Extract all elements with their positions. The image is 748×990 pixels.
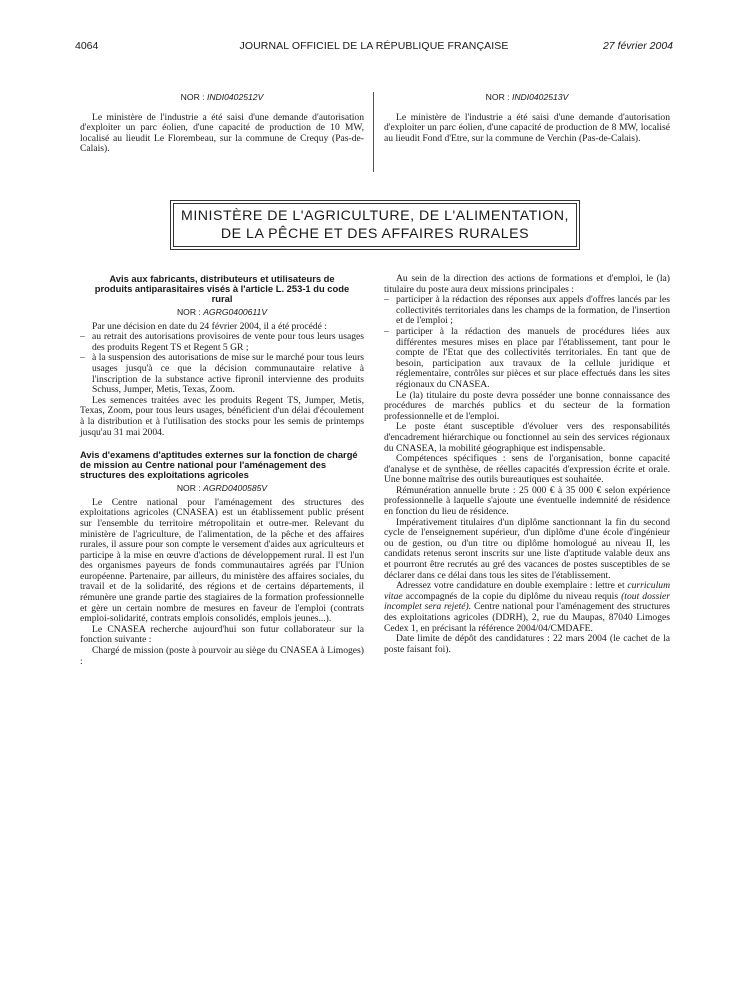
paragraph: Le (la) titulaire du poste devra posséder une bonne connaissance des procédures de marchés publics et du secteur de la formation professionnelle et de l'emploi. [384,389,670,422]
list-item: – participer à la rédaction des réponses aux appels d'offres lancés par les collectivités territoriales dans les champs de la formation, de l'insertion et de l'emploi ; [384,295,670,327]
nor-reference: NOR : AGRD0400585V [176,483,268,494]
paragraph: Le poste étant susceptible d'évoluer vers des responsabilités d'encadrement hiérarchique ou fonctionnel au sein des services régionaux du CNASEA, la mobilité géographique est indispensable. [384,421,670,454]
paragraph: Chargé de mission (poste à pourvoir au siège du CNASEA à Limoges) : [80,645,364,667]
list-item: – au retrait des autorisations provisoires de vente pour tous leurs usages des produits Regent TS et Regent 5 GR ; [80,332,364,353]
paragraph: Impérativement titulaires d'un diplôme sanctionnant la fin du second cycle de l'enseignement supérieur, d'un diplôme d'une école d'ingénieur ou de gestion, ou d'un titre ou diplôme homologué au niveau II, les candidats retenus seront inscrits sur une liste d'aptitude valable deux ans et pourront être recrutés au gré des vacances de postes susceptibles de se déclarer dans ce délai dans tous les sites de l'établissement. [384,516,670,581]
nor-reference: NOR : INDI0402512V [180,92,264,102]
avis-title: Avis d'examens d'aptitudes externes sur la fonction de chargé de mission au Centre national pour l'aménagement des structures des exploitations agricoles [80,449,358,481]
paragraph: Le CNASEA recherche aujourd'hui son futur collaborateur sur la fonction suivante : [80,623,364,646]
paragraph: Compétences spécifiques : sens de l'organisation, bonne capacité d'analyse et de synthèse, de réelles capacités d'expression écrite et orale. Une bonne maîtrise des outils bureautiques est souhaitée. [384,453,670,486]
column-divider [373,92,374,172]
issue-date: 27 février 2004 [602,40,673,52]
missions-list [384,295,670,390]
avis-title: Avis aux fabricants, distributeurs et utilisateurs de produits antiparasitaires visés à l'article L. 253-1 du code rural [94,273,350,304]
avis-list [80,332,364,396]
left-column [80,274,364,667]
list-item: – à la suspension des autorisations de mise sur le marché pour tous leurs usages jusqu'à ce que la décision communautaire relative à l'inscription de la substance active fipronil intervienne des produits Schuss, Jumper, Metis, Texas, Zoom. [80,353,364,395]
notice-left-top [80,92,364,155]
avis-closing: Les semences traitées avec les produits Regent TS, Jumper, Metis, Texas, Zoom, pour tous leurs usages, bénéficient d'un délai d'écoulement à la distribution et à l'utilisation des stocks pour les semis de printemps jusqu'au 31 mai 2004. [80,394,364,438]
paragraph: Date limite de dépôt des candidatures : 22 mars 2004 (le cachet de la poste faisant foi). [384,633,670,655]
ministry-heading-box [173,203,577,247]
list-item: – participer à la rédaction des manuels de procédures liées aux différentes mesures mises en place par l'établissement, tant pour le compte de l'Etat que des collectivités territoriales. En tant que de besoin, participation aux travaux de la cellule juridique et réglementaire, contrôles sur pièces et sur place effectués dans les sites régionaux du CNASEA. [384,327,670,391]
notice-text: Le ministère de l'industrie a été saisi d'une demande d'autorisation d'exploiter un parc éolien, d'une capacité de production de 10 MW, localisé au lieudit Le Florembeau, sur la commune de Crequy (Pas-de-Calais). [80,111,364,155]
right-column [384,274,670,655]
journal-title: JOURNAL OFFICIEL DE LA RÉPUBLIQUE FRANÇAISE [239,40,509,52]
page-number: 4064 [75,40,99,52]
paragraph: Adressez votre candidature en double exemplaire : lettre et curriculum vitae accompagnés de la copie du diplôme du niveau requis (tout dossier incomplet sera rejeté). Centre national pour l'aménagement des structures des exploitations agricoles (DDRH), 2, rue du Maupas, 87040 Limoges Cedex 1, en précisant la référence 2004/04/CMDAFE. [384,580,670,634]
ministry-line-1: MINISTÈRE DE L'AGRICULTURE, DE L'ALIMENTATION, [181,208,569,224]
paragraph: Au sein de la direction des actions de formations et d'emploi, le (la) titulaire du poste aura deux missions principales : [384,273,670,295]
nor-reference: NOR : AGRG0400611V [176,307,268,317]
notice-right-top [384,92,670,144]
page-header [0,40,748,54]
notice-text: Le ministère de l'industrie a été saisi d'une demande d'autorisation d'exploiter un parc éolien, d'une capacité de production de 8 MW, localisé au lieudit Fond d'Etre, sur la commune de Verchin (Pas-de-Calais). [384,111,670,144]
paragraph: Rémunération annuelle brute : 25 000 € à 35 000 € selon expérience professionnelle à laquelle s'ajoute une éventuelle indemnité de résidence en fonction du lieu de résidence. [384,484,670,518]
paragraph: Le Centre national pour l'aménagement des structures des exploitations agricoles (CNASEA) est un établissement public présent sur l'ensemble du territoire métropolitain et outre-mer. Relevant du ministère de l'agriculture, de l'alimentation, de la pêche et des affaires rurales, il assure pour son compte le versement d'aides aux agriculteurs et participe à la mise en œuvre d'actions de développement rural. Il est l'un des organismes payeurs de fonds communautaires agréés par l'Union européenne. Partenaire, par ailleurs, du ministère des affaires sociales, du travail et de la solidarité, des régions et de certains départements, il rémunère une grande partie des stagiaires de la formation professionnelle et gère un certain nombre de mesures en faveur de l'emploi (contrats emploi-solidarité, contrats emplois consolidés, emplois jeunes...). [80,496,364,625]
avis-intro: Par une décision en date du 24 février 2004, il a été procédé : [92,320,327,332]
nor-reference: NOR : INDI0402513V [485,92,569,102]
ministry-line-2: DE LA PÊCHE ET DES AFFAIRES RURALES [220,226,530,242]
